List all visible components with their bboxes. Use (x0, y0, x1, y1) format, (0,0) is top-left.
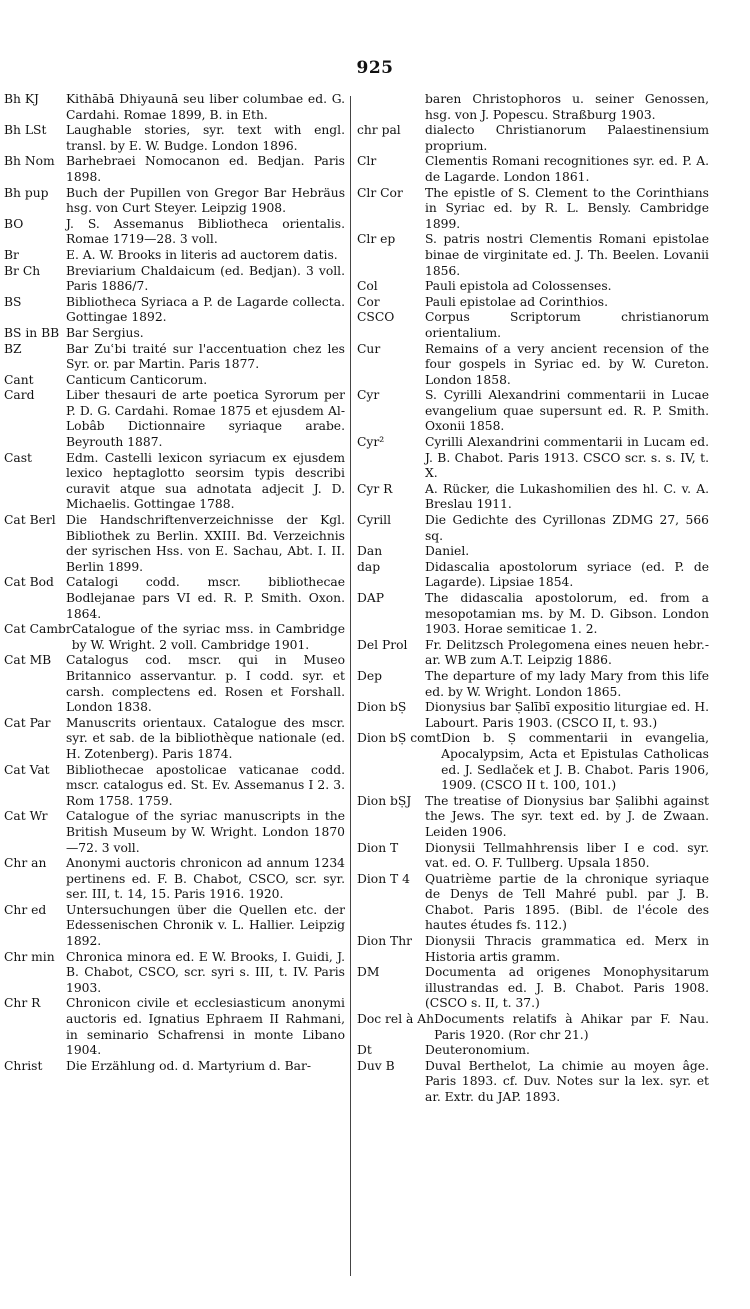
bibliography-entry (357, 965, 709, 1012)
entry-abbreviation: Chr an (4, 856, 47, 871)
bibliography-entry (4, 575, 345, 622)
entry-text: J. S. Assemanus Bibliotheca orientalis. Romae 1719—28. 3 voll. (66, 216, 345, 247)
entry-text: The treatise of Dionysius bar Ṣalibhi against the Jews. The syr. text ed. by J. de Zwaan. Leiden 1906. (425, 793, 709, 839)
entry-text: Anonymi auctoris chronicon ad annum 1234 pertinens ed. F. B. Chabot, CSCO, scr. syr. ser. III, t. 14, 15. Paris 1916. 1920. (66, 856, 345, 902)
entry-text: The departure of my lady Mary from this life ed. by W. Wright. London 1865. (425, 668, 709, 699)
bibliography-entry (4, 622, 345, 653)
entry-text: Bibliotheca Syriaca a P. de Lagarde collecta. Gottingae 1892. (66, 294, 345, 325)
entry-abbreviation: Duv B (357, 1058, 395, 1073)
entry-abbreviation: Dan (357, 544, 383, 559)
entry-abbreviation: Dion Thr (357, 934, 413, 949)
entry-abbreviation: Dion T (357, 840, 399, 855)
bibliography-entry (357, 794, 709, 841)
bibliography-entry (357, 934, 709, 965)
entry-abbreviation: Cat Cambr (4, 622, 72, 637)
entry-text: Corpus Scriptorum christianorum orientalium. (425, 310, 709, 340)
bibliography-entry (357, 310, 709, 341)
bibliography-entry (4, 123, 345, 154)
entry-abbreviation: Cyr² (357, 435, 385, 450)
bibliography-entry (357, 1059, 709, 1106)
bibliography-entry (357, 279, 709, 295)
entry-abbreviation: Cat Wr (4, 809, 48, 824)
bibliography-entry (4, 388, 345, 450)
entry-abbreviation: Doc rel à Ah (357, 1012, 435, 1027)
left-column (4, 92, 345, 1074)
entry-abbreviation: Cast (4, 450, 32, 465)
bibliography-entry (357, 1043, 709, 1059)
entry-abbreviation: BS in BB (4, 325, 60, 340)
bibliography-entry (357, 295, 709, 311)
bibliography-entry (357, 186, 709, 233)
entry-text: E. A. W. Brooks in literis ad auctorem datis. (66, 247, 338, 262)
entry-text: Catalogus cod. mscr. qui in Museo Britannico asservantur. p. I codd. syr. et carsh. complectens ed. Rosen et Forshall. London 1838. (66, 653, 345, 715)
entry-abbreviation: Bh KJ (4, 92, 39, 106)
bibliography-entry (4, 1059, 345, 1075)
entry-text: Catalogue of the syriac mss. in Cambridge by W. Wright. 2 voll. Cambridge 1901. (71, 622, 345, 652)
bibliography-entry (357, 669, 709, 700)
entry-abbreviation: BS (4, 294, 22, 309)
entry-text: Bar Sergius. (66, 325, 144, 340)
entry-text: Kithābā Dhiyaunā seu liber columbae ed. G. Cardahi. Romae 1899, B. in Eth. (66, 92, 345, 122)
entry-abbreviation: BZ (4, 341, 22, 356)
entry-text: baren Christophoros u. seiner Genossen, hsg. von J. Popescu. Straßburg 1903. (425, 92, 709, 122)
bibliography-entry (357, 232, 709, 279)
entry-abbreviation: Del Prol (357, 637, 408, 652)
entry-abbreviation: Chr ed (4, 902, 47, 917)
entry-abbreviation: DAP (357, 591, 385, 605)
bibliography-entry (357, 1012, 709, 1043)
entry-abbreviation: Dion bṢ (357, 700, 407, 715)
bibliography-entry (4, 186, 345, 217)
entry-abbreviation: Cyr (357, 388, 380, 403)
entry-text: Breviarium Chaldaicum (ed. Bedjan). 3 voll. Paris 1886/7. (66, 263, 345, 294)
entry-text: The didascalia apostolorum, ed. from a mesopotamian ms. by M. D. Gibson. London 1903. Horae semiticae 1. 2. (425, 591, 709, 637)
entry-text: Buch der Pupillen von Gregor Bar Hebräus hsg. von Curt Steyer. Leipzig 1908. (66, 185, 345, 216)
bibliography-entry (357, 342, 709, 389)
entry-text: Dion b. Ṣ commentarii in evangelia, Apocalypsim, Acta et Epistulas Catholicas ed. J. Sedlaček et J. B. Chabot. Paris 1906, 1909. (CSCO II t. 100, 101.) (441, 731, 709, 793)
bibliography-entry (357, 872, 709, 934)
entry-abbreviation: Dion T 4 (357, 871, 410, 886)
bibliography-entry (4, 950, 345, 997)
entry-abbreviation: Card (4, 388, 35, 403)
entry-abbreviation: Clr ep (357, 232, 396, 247)
entry-text: Die Handschriftenverzeichnisse der Kgl. Bibliothek zu Berlin. XXIII. Bd. Verzeichnis der syrischen Hss. von E. Sachau, Abt. I. II. Berlin 1899. (66, 513, 345, 574)
entry-abbreviation: Cat MB (4, 653, 52, 668)
entry-text: Quatrième partie de la chronique syriaque de Denys de Tell Mahré publ. par J. B. Chabot. Paris 1895. (Bibl. de l'école des hautes études fs. 112.) (425, 871, 709, 933)
entry-abbreviation: Br (4, 247, 19, 262)
entry-text: Die Gedichte des Cyrillonas ZDMG 27, 566 sq. (425, 513, 709, 543)
bibliography-entry (4, 154, 345, 185)
entry-text: Remains of a very ancient recension of the four gospels in Syriac ed. by W. Cureton. London 1858. (425, 341, 709, 387)
entry-abbreviation: Bh pup (4, 185, 49, 200)
entry-text: Dionysii Thracis grammatica ed. Merx in Historia artis gramm. (425, 934, 709, 964)
entry-text: Untersuchungen über die Quellen etc. der Edessenischen Chronik v. L. Hallier. Leipzig 1892. (66, 902, 345, 949)
bibliography-entry (4, 217, 345, 248)
entry-abbreviation: Dt (357, 1043, 372, 1058)
entry-abbreviation: Cat Par (4, 715, 51, 730)
bibliography-entry (4, 903, 345, 950)
entry-text: Didascalia apostolorum syriace (ed. P. de Lagarde). Lipsiae 1854. (425, 559, 709, 590)
bibliography-entry (4, 856, 345, 903)
entry-text: Chronicon civile et ecclesiasticum anonymi auctoris ed. Ignatius Ephraem II Rahmani, in seminario Schafrensi in monte Libano 1904. (66, 996, 345, 1058)
bibliography-entry (4, 264, 345, 295)
entry-text: S. patris nostri Clementis Romani epistolae binae de virginitate ed. J. Th. Beelen. Lovanii 1856. (425, 232, 709, 278)
entry-abbreviation: Clr Cor (357, 185, 403, 200)
entry-text: Chronica minora ed. E W. Brooks, I. Guidi, J. B. Chabot, CSCO, scr. syri s. III, t. IV. Paris 1903. (66, 949, 345, 995)
entry-text: Edm. Castelli lexicon syriacum ex ejusdem lexico heptaglotto seorsim typis describi curavit atque sua adnotata adjecit J. D. Michaelis. Gottingae 1788. (66, 450, 345, 512)
entry-abbreviation: DM (357, 965, 380, 980)
entry-text: Bibliothecae apostolicae vaticanae codd. mscr. catalogus ed. St. Ev. Assemanus I 2. 3. Rom 1758. 1759. (66, 762, 345, 808)
entry-abbreviation: Chr min (4, 949, 55, 964)
entry-abbreviation: Cyr R (357, 481, 393, 496)
entry-abbreviation: Cyrill (357, 513, 392, 528)
bibliography-entry (4, 513, 345, 575)
entry-text: Manuscrits orientaux. Catalogue des mscr. syr. et sab. de la bibliothèque nationale (ed. H. Zotenberg). Paris 1874. (66, 715, 345, 761)
bibliography-entry (357, 841, 709, 872)
entry-abbreviation: Dep (357, 668, 383, 683)
entry-abbreviation: Christ (4, 1058, 43, 1073)
bibliography-entry (4, 763, 345, 810)
bibliography-entry (4, 451, 345, 513)
entry-abbreviation: chr pal (357, 123, 401, 138)
entry-abbreviation: Cur (357, 341, 381, 356)
entry-abbreviation: Br Ch (4, 263, 41, 278)
entry-text: Canticum Canticorum. (66, 372, 208, 387)
entry-text: Dionysius bar Ṣalībī expositio liturgiae ed. H. Labourt. Paris 1903. (CSCO II, t. 93.) (425, 700, 709, 730)
entry-text: Die Erzählung od. d. Martyrium d. Bar- (66, 1058, 311, 1073)
entry-abbreviation: Cant (4, 372, 34, 387)
bibliography-entry (357, 482, 709, 513)
entry-text: Cyrilli Alexandrini commentarii in Lucam ed. J. B. Chabot. Paris 1913. CSCO scr. s. s. IV, t. X. (425, 435, 709, 481)
entry-text: dialecto Christianorum Palaestinensium proprium. (425, 123, 709, 153)
entry-text: S. Cyrilli Alexandrini commentarii in Lucae evangelium quae supersunt ed. R. P. Smith. Oxonii 1858. (425, 388, 709, 434)
bibliography-entry (4, 342, 345, 373)
entry-text: Documenta ad origenes Monophysitarum illustrandas ed. J. B. Chabot. Paris 1908. (CSCO s. II, t. 37.) (425, 965, 709, 1011)
entry-abbreviation: Dion bṢJ (357, 793, 412, 808)
bibliography-entry (357, 700, 709, 731)
bibliography-entry (4, 295, 345, 326)
entry-abbreviation: Clr (357, 154, 377, 169)
page-number: 925 (356, 58, 394, 78)
bibliography-entry (357, 388, 709, 435)
entry-text: Daniel. (425, 544, 470, 559)
entry-text: Barhebraei Nomocanon ed. Bedjan. Paris 1898. (66, 154, 345, 184)
entry-text: Dionysii Tellmahhrensis liber I e cod. syr. vat. ed. O. F. Tullberg. Upsala 1850. (425, 840, 709, 871)
entry-abbreviation: BO (4, 216, 24, 231)
bibliography-entry (4, 653, 345, 715)
bibliography-entry (357, 154, 709, 185)
entry-text: The epistle of S. Clement to the Corinthians in Syriac ed. by R. L. Bensly. Cambridge 1899. (425, 185, 709, 231)
bibliography-entry (357, 92, 709, 123)
entry-abbreviation: dap (357, 559, 381, 574)
entry-abbreviation: Col (357, 279, 378, 294)
bibliography-entry (4, 996, 345, 1058)
entry-abbreviation: CSCO (357, 310, 395, 325)
bibliography-entry (4, 326, 345, 342)
entry-text: Pauli epistolae ad Corinthios. (425, 294, 609, 309)
entry-text: Catalogue of the syriac manuscripts in the British Museum by W. Wright. London 1870—72. 3 voll. (66, 809, 345, 855)
entry-text: Pauli epistola ad Colossenses. (425, 279, 612, 294)
entry-text: Documents relatifs à Ahikar par F. Nau. Paris 1920. (Ror chr 21.) (434, 1012, 709, 1042)
bibliography-entry (4, 373, 345, 389)
entry-abbreviation: Cat Vat (4, 762, 50, 777)
bibliography-entry (4, 716, 345, 763)
entry-text: Catalogi codd. mscr. bibliothecae Bodlejanae pars VI ed. R. P. Smith. Oxon. 1864. (66, 575, 345, 621)
entry-text: Duval Berthelot, La chimie au moyen âge. Paris 1893. cf. Duv. Notes sur la lex. syr. et ar. Extr. du JAP. 1893. (425, 1058, 709, 1104)
bibliography-entry (357, 435, 709, 482)
column-divider (350, 96, 351, 1276)
entry-text: Fr. Delitzsch Prolegomena eines neuen hebr.-ar. WB zum A.T. Leipzig 1886. (425, 637, 709, 668)
bibliography-entry (4, 248, 345, 264)
entry-text: Laughable stories, syr. text with engl. transl. by E. W. Budge. London 1896. (66, 123, 345, 153)
bibliography-entry (4, 809, 345, 856)
entry-abbreviation: Cor (357, 294, 380, 309)
entry-abbreviation: Cat Berl (4, 513, 56, 528)
bibliography-entry (357, 638, 709, 669)
entry-abbreviation: Chr R (4, 996, 41, 1011)
entry-text: Clementis Romani recognitiones syr. ed. P. A. de Lagarde. London 1861. (425, 154, 709, 184)
bibliography-entry (4, 92, 345, 123)
bibliography-entry (357, 560, 709, 591)
bibliography-entry (357, 123, 709, 154)
entry-text: Bar Zuʿbi traité sur l'accentuation chez les Syr. or. par Martin. Paris 1877. (66, 341, 345, 372)
entry-abbreviation: Cat Bod (4, 575, 54, 590)
entry-text: A. Rücker, die Lukashomilien des hl. C. v. A. Breslau 1911. (425, 481, 709, 512)
entry-text: Deuteronomium. (425, 1043, 530, 1058)
right-column (357, 92, 709, 1106)
entry-text: Liber thesauri de arte poetica Syrorum per P. D. G. Cardahi. Romae 1875 et ejusdem Al-Lobâb Dictionnaire syriaque arabe. Beyrouth 1887. (66, 388, 345, 450)
entry-abbreviation: Bh Nom (4, 154, 55, 169)
bibliography-entry (357, 591, 709, 638)
bibliography-entry (357, 513, 709, 544)
entry-abbreviation: Bh LSt (4, 123, 47, 138)
entry-abbreviation: Dion bṢ comt (357, 731, 442, 746)
bibliography-entry (357, 731, 709, 793)
bibliography-entry (357, 544, 709, 560)
